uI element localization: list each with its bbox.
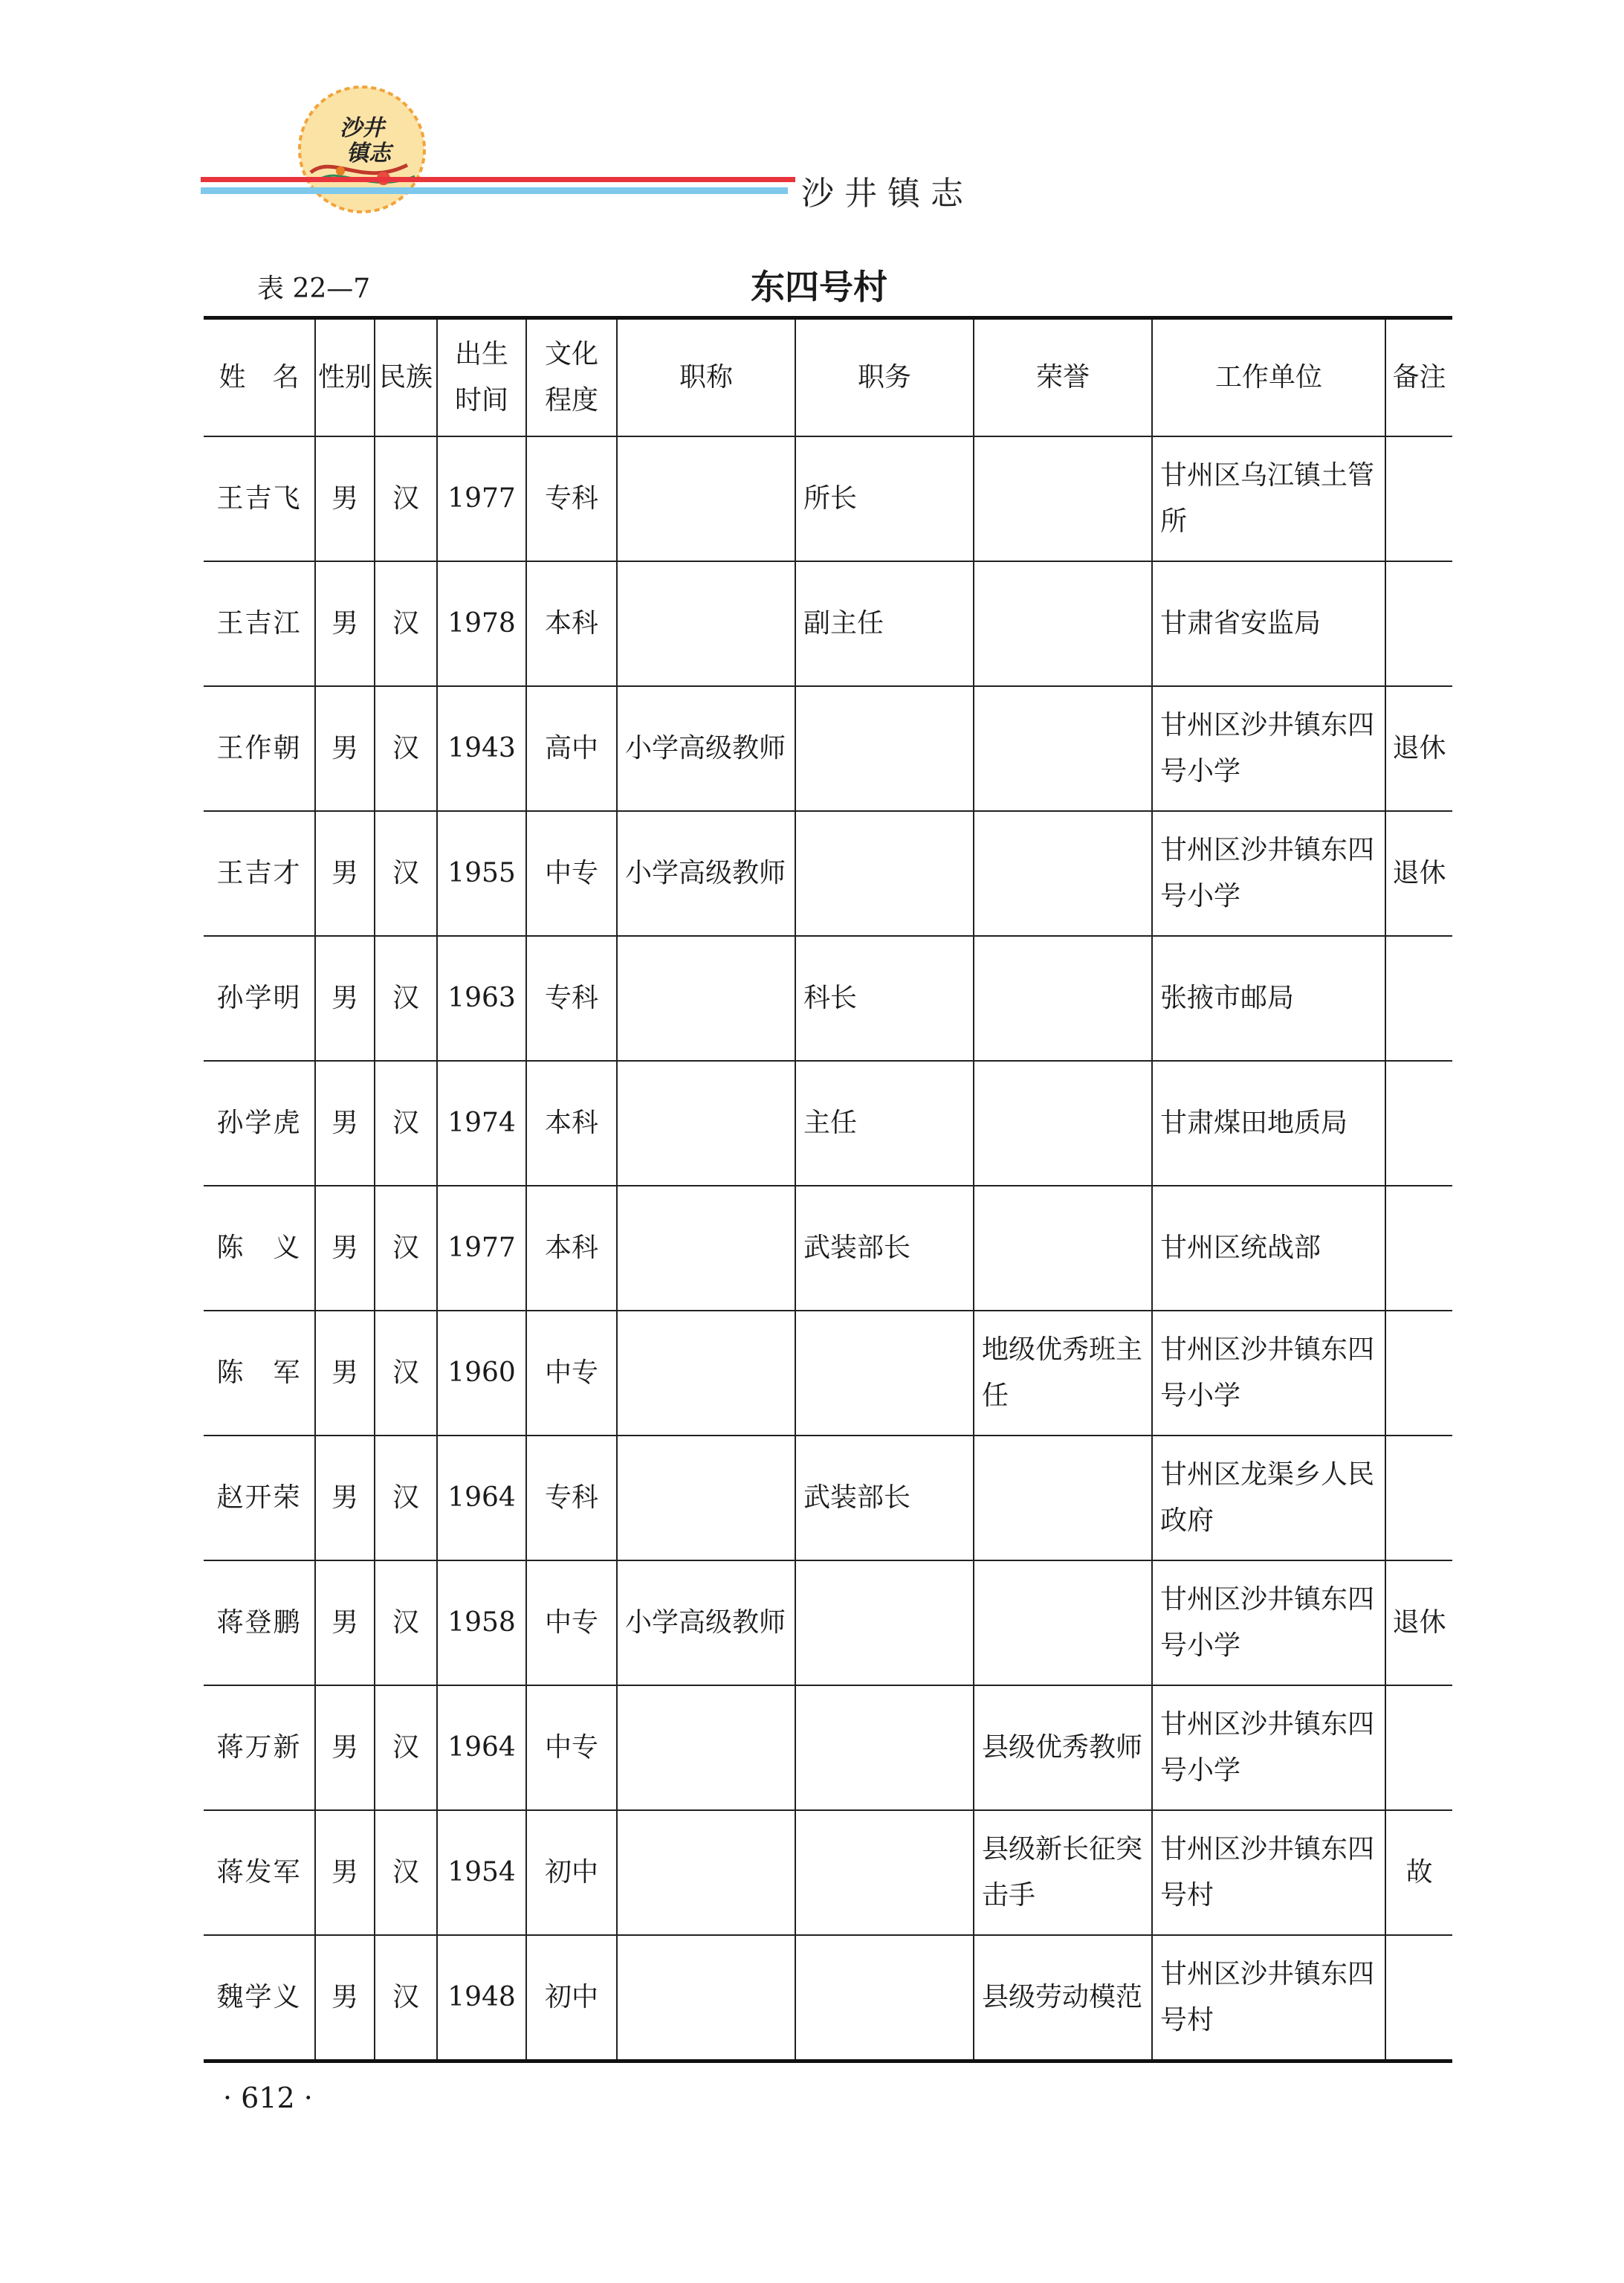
cell-position [795, 1311, 974, 1436]
cell-honor: 地级优秀班主任 [974, 1311, 1152, 1436]
cell-birth-year: 1960 [437, 1311, 526, 1436]
table-row [204, 1560, 1452, 1685]
col-header-education: 文化程度 [526, 318, 617, 437]
cell-remarks: 退休 [1385, 686, 1452, 811]
cell-workplace: 甘州区沙井镇东四号村 [1152, 1810, 1385, 1935]
cell-ethnicity: 汉 [375, 686, 437, 811]
book-title: 沙井镇志 [801, 175, 974, 213]
table-row [204, 1935, 1452, 2061]
personnel-table [204, 316, 1452, 2063]
cell-honor [974, 811, 1152, 936]
cell-education: 本科 [526, 561, 617, 686]
cell-honor [974, 936, 1152, 1061]
cell-title [617, 1311, 795, 1436]
cell-ethnicity: 汉 [375, 1560, 437, 1685]
cell-workplace: 甘州区乌江镇土管所 [1152, 436, 1385, 561]
cell-position [795, 1560, 974, 1685]
cell-birth-year: 1964 [437, 1436, 526, 1560]
cell-name: 王吉飞 [204, 436, 315, 561]
cell-birth-year: 1958 [437, 1560, 526, 1685]
cell-name: 陈 军 [204, 1311, 315, 1436]
cell-honor: 县级新长征突击手 [974, 1810, 1152, 1935]
cell-education: 中专 [526, 811, 617, 936]
col-header-gender: 性别 [315, 318, 375, 437]
cell-title: 小学高级教师 [617, 811, 795, 936]
cell-position: 武装部长 [795, 1436, 974, 1560]
cell-title [617, 1810, 795, 1935]
header-rule-red [201, 177, 795, 182]
cell-workplace: 甘肃省安监局 [1152, 561, 1385, 686]
cell-name: 王吉才 [204, 811, 315, 936]
cell-education: 初中 [526, 1810, 617, 1935]
cell-remarks [1385, 1685, 1452, 1810]
cell-gender: 男 [315, 1935, 375, 2061]
col-header-ethnicity: 民族 [375, 318, 437, 437]
cell-workplace: 甘州区沙井镇东四号小学 [1152, 1685, 1385, 1810]
cell-ethnicity: 汉 [375, 936, 437, 1061]
cell-position: 科长 [795, 936, 974, 1061]
cell-name: 孙学明 [204, 936, 315, 1061]
cell-honor: 县级优秀教师 [974, 1685, 1152, 1810]
cell-remarks: 退休 [1385, 1560, 1452, 1685]
cell-gender: 男 [315, 436, 375, 561]
col-header-title: 职称 [617, 318, 795, 437]
cell-workplace: 甘肃煤田地质局 [1152, 1061, 1385, 1186]
cell-education: 专科 [526, 436, 617, 561]
cell-gender: 男 [315, 1560, 375, 1685]
cell-remarks [1385, 1436, 1452, 1560]
cell-remarks [1385, 1186, 1452, 1311]
table-row [204, 1186, 1452, 1311]
cell-ethnicity: 汉 [375, 1685, 437, 1810]
cell-gender: 男 [315, 936, 375, 1061]
cell-honor [974, 1560, 1152, 1685]
cell-birth-year: 1955 [437, 811, 526, 936]
cell-birth-year: 1978 [437, 561, 526, 686]
cell-remarks [1385, 561, 1452, 686]
cell-name: 蒋登鹏 [204, 1560, 315, 1685]
table-row [204, 436, 1452, 561]
cell-ethnicity: 汉 [375, 561, 437, 686]
cell-name: 魏学义 [204, 1935, 315, 2061]
table-row [204, 811, 1452, 936]
cell-ethnicity: 汉 [375, 1061, 437, 1186]
table-row [204, 686, 1452, 811]
cell-position: 所长 [795, 436, 974, 561]
svg-text:镇志: 镇志 [346, 141, 391, 167]
col-header-remarks: 备注 [1385, 318, 1452, 437]
logo-lettering: 沙井 [340, 115, 384, 141]
table-row [204, 1436, 1452, 1560]
cell-honor: 县级劳动模范 [974, 1935, 1152, 2061]
cell-name: 蒋万新 [204, 1685, 315, 1810]
logo-emblem-graphic [296, 83, 428, 216]
cell-education: 专科 [526, 936, 617, 1061]
cell-ethnicity: 汉 [375, 436, 437, 561]
cell-position [795, 686, 974, 811]
cell-remarks [1385, 1311, 1452, 1436]
cell-position: 主任 [795, 1061, 974, 1186]
page-number: · 612 · [223, 2082, 313, 2114]
cell-honor [974, 436, 1152, 561]
cell-ethnicity: 汉 [375, 1311, 437, 1436]
cell-honor [974, 561, 1152, 686]
cell-education: 中专 [526, 1685, 617, 1810]
col-header-workplace: 工作单位 [1152, 318, 1385, 437]
cell-name: 王作朝 [204, 686, 315, 811]
cell-position [795, 1935, 974, 2061]
cell-honor [974, 1186, 1152, 1311]
cell-name: 赵开荣 [204, 1436, 315, 1560]
cell-education: 高中 [526, 686, 617, 811]
cell-education: 专科 [526, 1436, 617, 1560]
cell-workplace: 甘州区沙井镇东四号小学 [1152, 686, 1385, 811]
cell-workplace: 甘州区沙井镇东四号小学 [1152, 1311, 1385, 1436]
cell-title: 小学高级教师 [617, 686, 795, 811]
header-rule-blue [201, 187, 788, 194]
cell-birth-year: 1964 [437, 1685, 526, 1810]
cell-remarks: 故 [1385, 1810, 1452, 1935]
cell-title [617, 936, 795, 1061]
cell-workplace: 张掖市邮局 [1152, 936, 1385, 1061]
cell-title [617, 561, 795, 686]
cell-remarks [1385, 1935, 1452, 2061]
cell-education: 本科 [526, 1186, 617, 1311]
cell-title [617, 1685, 795, 1810]
cell-gender: 男 [315, 686, 375, 811]
cell-workplace: 甘州区统战部 [1152, 1186, 1385, 1311]
cell-position: 武装部长 [795, 1186, 974, 1311]
cell-name: 王吉江 [204, 561, 315, 686]
cell-workplace: 甘州区龙渠乡人民政府 [1152, 1436, 1385, 1560]
table-row [204, 1061, 1452, 1186]
cell-remarks [1385, 936, 1452, 1061]
table-body [204, 436, 1452, 2061]
cell-workplace: 甘州区沙井镇东四号小学 [1152, 1560, 1385, 1685]
table-row [204, 936, 1452, 1061]
cell-position [795, 1810, 974, 1935]
cell-honor [974, 1061, 1152, 1186]
cell-birth-year: 1977 [437, 1186, 526, 1311]
cell-title: 小学高级教师 [617, 1560, 795, 1685]
cell-birth-year: 1963 [437, 936, 526, 1061]
table-row [204, 1311, 1452, 1436]
cell-birth-year: 1948 [437, 1935, 526, 2061]
table-row [204, 1685, 1452, 1810]
cell-gender: 男 [315, 1186, 375, 1311]
cell-education: 中专 [526, 1311, 617, 1436]
cell-position [795, 1685, 974, 1810]
cell-name: 蒋发军 [204, 1810, 315, 1935]
cell-workplace: 甘州区沙井镇东四号小学 [1152, 811, 1385, 936]
cell-birth-year: 1977 [437, 436, 526, 561]
cell-title [617, 436, 795, 561]
cell-name: 陈 义 [204, 1186, 315, 1311]
cell-title [617, 1061, 795, 1186]
cell-remarks [1385, 436, 1452, 561]
col-header-birth-year: 出生时间 [437, 318, 526, 437]
cell-gender: 男 [315, 1685, 375, 1810]
cell-position: 副主任 [795, 561, 974, 686]
cell-ethnicity: 汉 [375, 1186, 437, 1311]
cell-gender: 男 [315, 1061, 375, 1186]
cell-birth-year: 1943 [437, 686, 526, 811]
cell-gender: 男 [315, 811, 375, 936]
cell-gender: 男 [315, 1810, 375, 1935]
cell-remarks: 退休 [1385, 811, 1452, 936]
cell-title [617, 1935, 795, 2061]
col-header-position: 职务 [795, 318, 974, 437]
cell-education: 中专 [526, 1560, 617, 1685]
cell-education: 本科 [526, 1061, 617, 1186]
cell-honor [974, 686, 1152, 811]
table-title: 东四号村 [751, 267, 887, 307]
cell-ethnicity: 汉 [375, 1810, 437, 1935]
cell-honor [974, 1436, 1152, 1560]
cell-remarks [1385, 1061, 1452, 1186]
cell-gender: 男 [315, 1311, 375, 1436]
logo-emblem [296, 83, 428, 216]
cell-ethnicity: 汉 [375, 811, 437, 936]
cell-name: 孙学虎 [204, 1061, 315, 1186]
cell-birth-year: 1974 [437, 1061, 526, 1186]
cell-workplace: 甘州区沙井镇东四号村 [1152, 1935, 1385, 2061]
cell-education: 初中 [526, 1935, 617, 2061]
table-number: 表 22—7 [257, 274, 371, 304]
col-header-name: 姓 名 [204, 318, 315, 437]
cell-title [617, 1436, 795, 1560]
cell-gender: 男 [315, 561, 375, 686]
cell-ethnicity: 汉 [375, 1436, 437, 1560]
table-row [204, 561, 1452, 686]
cell-ethnicity: 汉 [375, 1935, 437, 2061]
col-header-honor: 荣誉 [974, 318, 1152, 437]
cell-title [617, 1186, 795, 1311]
table-header-row [204, 318, 1452, 437]
cell-birth-year: 1954 [437, 1810, 526, 1935]
cell-position [795, 811, 974, 936]
table-row [204, 1810, 1452, 1935]
cell-gender: 男 [315, 1436, 375, 1560]
